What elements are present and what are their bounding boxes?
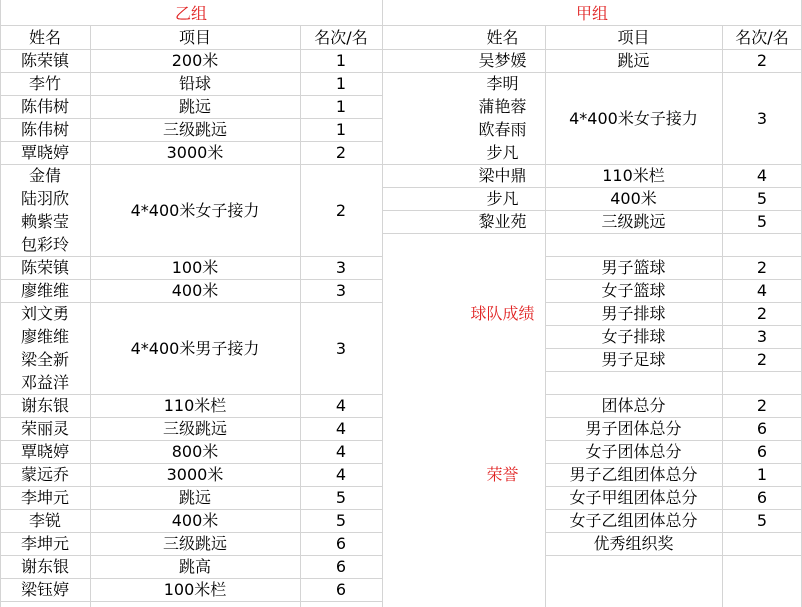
- table-cell-name: 覃晓婷: [20, 442, 69, 461]
- table-cell-rank: 6: [335, 580, 347, 599]
- merged-cell-event: 4*400米女子接力: [569, 109, 698, 128]
- merged-cell-rank: 3: [335, 339, 347, 358]
- table-cell-rank: 5: [756, 511, 768, 530]
- table-cell-rank: 5: [756, 189, 768, 208]
- table-cell-event: 3000米: [166, 465, 224, 484]
- table-cell-name: 李明: [486, 74, 519, 93]
- table-cell-name: 谢东银: [20, 557, 69, 576]
- table-cell-rank: 4: [335, 442, 347, 461]
- merged-cell-rank: 2: [335, 201, 347, 220]
- right-header-rank: 名次/名: [735, 28, 789, 47]
- grid-line: [382, 0, 383, 607]
- table-cell-rank: 6: [756, 442, 768, 461]
- table-cell-event: 400米: [171, 281, 219, 300]
- table-cell-name: 陆羽欣: [20, 189, 69, 208]
- table-cell-name: 赖紫莹: [20, 212, 69, 231]
- table-cell-name: 廖维维: [20, 281, 69, 300]
- table-cell-name: 李坤元: [20, 488, 69, 507]
- table-cell-rank: 1: [335, 97, 347, 116]
- table-cell-event: 跳远: [178, 488, 211, 507]
- table-cell-event: 女子篮球: [601, 281, 666, 300]
- table-cell-name: 邓益洋: [20, 373, 69, 392]
- table-cell-event: 女子乙组团体总分: [569, 511, 698, 530]
- merged-cell-rank: 3: [756, 109, 768, 128]
- table-cell-rank: 1: [335, 51, 347, 70]
- grid-line: [382, 233, 802, 234]
- table-cell-rank: 3: [335, 281, 347, 300]
- merged-cell-event: 4*400米男子接力: [130, 339, 260, 358]
- table-cell-name: 黎业苑: [478, 212, 527, 231]
- merged-cell-event: 4*400米女子接力: [130, 201, 260, 220]
- table-cell-event: 女子排球: [601, 327, 666, 346]
- table-cell-event: 女子团体总分: [585, 442, 682, 461]
- grid-line: [545, 555, 802, 556]
- table-cell-rank: 2: [756, 258, 768, 277]
- table-cell-rank: 1: [335, 120, 347, 139]
- table-cell-event: 男子足球: [601, 350, 666, 369]
- table-cell-rank: 2: [756, 51, 768, 70]
- table-cell-event: 100米栏: [163, 580, 227, 599]
- grid-line: [545, 371, 802, 372]
- table-cell-event: 跳高: [178, 557, 211, 576]
- table-cell-event: 110米栏: [163, 396, 227, 415]
- table-cell-event: 男子乙组团体总分: [569, 465, 698, 484]
- table-cell-name: 蒙远乔: [20, 465, 69, 484]
- table-cell-name: 步凡: [486, 189, 519, 208]
- table-cell-name: 李竹: [28, 74, 61, 93]
- table-cell-event: 200米: [171, 51, 219, 70]
- table-cell-name: 梁全新: [20, 350, 69, 369]
- table-cell-name: 陈伟树: [20, 97, 69, 116]
- table-cell-rank: 5: [335, 488, 347, 507]
- table-cell-event: 跳远: [178, 97, 211, 116]
- table-cell-rank: 3: [756, 327, 768, 346]
- table-cell-name: 欧春雨: [478, 120, 527, 139]
- table-cell-name: 李锐: [28, 511, 61, 530]
- table-cell-rank: 4: [756, 166, 768, 185]
- table-cell-event: 铅球: [178, 74, 211, 93]
- right-header-name: 姓名: [486, 28, 519, 47]
- table-cell-name: 覃晓婷: [20, 143, 69, 162]
- table-cell-name: 刘文勇: [20, 304, 69, 323]
- table-cell-event: 三级跳远: [162, 419, 227, 438]
- table-cell-rank: 2: [756, 304, 768, 323]
- left-table-title: 乙组: [174, 4, 207, 23]
- table-cell-rank: 5: [335, 511, 347, 530]
- table-cell-event: 跳远: [617, 51, 650, 70]
- table-cell-rank: 2: [335, 143, 347, 162]
- left-header-rank: 名次/名: [314, 28, 368, 47]
- table-cell-event: 男子篮球: [601, 258, 666, 277]
- table-cell-event: 110米栏: [602, 166, 665, 185]
- table-cell-rank: 6: [335, 557, 347, 576]
- table-cell-name: 金倩: [28, 166, 61, 185]
- group-label-honors: 荣誉: [486, 465, 519, 484]
- table-cell-name: 陈伟树: [20, 120, 69, 139]
- group-label-team-results: 球队成绩: [470, 304, 535, 323]
- table-cell-rank: 5: [756, 212, 768, 231]
- left-header-event: 项目: [178, 28, 211, 47]
- table-cell-event: 三级跳远: [162, 534, 227, 553]
- right-table-title: 甲组: [575, 4, 608, 23]
- table-cell-event: 100米: [171, 258, 219, 277]
- table-cell-event: 三级跳远: [162, 120, 227, 139]
- table-cell-event: 男子排球: [601, 304, 666, 323]
- table-cell-rank: 2: [756, 396, 768, 415]
- table-cell-event: 优秀组织奖: [593, 534, 674, 553]
- table-cell-rank: 6: [756, 419, 768, 438]
- table-cell-rank: 4: [335, 396, 347, 415]
- table-cell-rank: 1: [756, 465, 768, 484]
- table-cell-event: 女子甲组团体总分: [569, 488, 698, 507]
- table-cell-event: 3000米: [166, 143, 224, 162]
- table-cell-name: 梁钰婷: [20, 580, 69, 599]
- left-header-name: 姓名: [28, 28, 61, 47]
- table-cell-name: 步凡: [486, 143, 519, 162]
- right-header-event: 项目: [617, 28, 650, 47]
- table-cell-name: 吴梦媛: [478, 51, 527, 70]
- table-cell-rank: 2: [756, 350, 768, 369]
- table-cell-rank: 4: [756, 281, 768, 300]
- table-cell-name: 谢东银: [20, 396, 69, 415]
- table-cell-name: 包彩玲: [20, 235, 69, 254]
- table-cell-rank: 6: [335, 534, 347, 553]
- table-cell-name: 李坤元: [20, 534, 69, 553]
- table-cell-name: 梁中鼎: [478, 166, 527, 185]
- table-cell-rank: 6: [756, 488, 768, 507]
- table-cell-event: 三级跳远: [601, 212, 666, 231]
- table-cell-rank: 4: [335, 419, 347, 438]
- table-cell-event: 400米: [610, 189, 657, 208]
- table-cell-rank: 4: [335, 465, 347, 484]
- table-cell-name: 陈荣镇: [20, 258, 69, 277]
- table-cell-event: 团体总分: [601, 396, 666, 415]
- table-cell-name: 陈荣镇: [20, 51, 69, 70]
- grid-line: [0, 601, 382, 602]
- table-cell-name: 蒲艳蓉: [478, 97, 527, 116]
- table-cell-rank: 1: [335, 74, 347, 93]
- table-cell-event: 400米: [171, 511, 219, 530]
- table-cell-name: 荣丽灵: [20, 419, 69, 438]
- table-cell-rank: 3: [335, 258, 347, 277]
- table-cell-name: 廖维维: [20, 327, 69, 346]
- table-cell-event: 800米: [171, 442, 219, 461]
- table-cell-event: 男子团体总分: [585, 419, 682, 438]
